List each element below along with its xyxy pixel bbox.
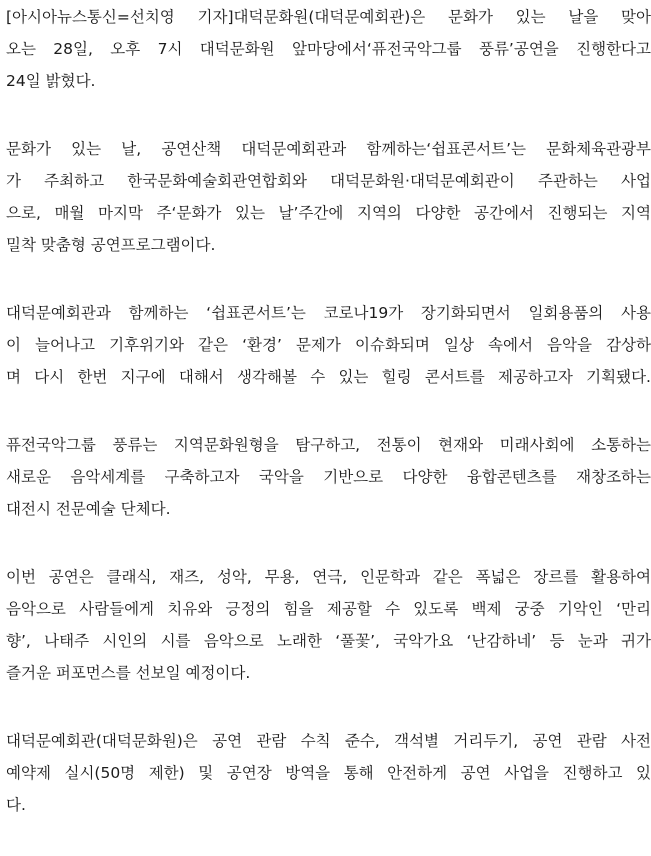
article-paragraph (6, 428, 651, 524)
article-paragraph (6, 132, 651, 260)
paragraph-line: 오는 28일, 오후 7시 대덕문화원 앞마당에서‘퓨전국악그룹 풍류’공연을 진행한다고 (6, 40, 651, 58)
paragraph-line: 새로운 음악세계를 구축하고자 국악을 기반으로 다양한 융합콘텐츠를 재창조하는 (6, 468, 651, 486)
paragraph-line: 24일 밝혔다. (6, 72, 96, 90)
paragraph-line: 밀착 맞춤형 공연프로그램이다. (6, 236, 216, 254)
paragraph-line: 이번 공연은 클래식, 재즈, 성악, 무용, 연극, 인문학과 같은 폭넓은 장르를 활용하여 (6, 568, 651, 586)
paragraph-line: [아시아뉴스통신=선치영 기자]대덕문화원(대덕문예회관)은 문화가 있는 날을 맞아 (6, 8, 651, 26)
paragraph-line: 퓨전국악그룹 풍류는 지역문화원형을 탐구하고, 전통이 현재와 미래사회에 소통하는 (6, 436, 651, 454)
paragraph-line: 향’, 나태주 시인의 시를 음악으로 노래한 ‘풀꽃’, 국악가요 ‘난감하네’ 등 눈과 귀가 (6, 632, 651, 650)
paragraph-line: 가 주최하고 한국문화예술회관연합회와 대덕문화원·대덕문예회관이 주관하는 사업 (6, 172, 651, 190)
paragraph-line: 대덕문예회관(대덕문화원)은 공연 관람 수칙 준수, 객석별 거리두기, 공연 관람 사전 (6, 732, 651, 750)
paragraph-line: 즐거운 퍼포먼스를 선보일 예정이다. (6, 664, 251, 682)
article-paragraph (6, 560, 651, 688)
article-paragraph-lead (6, 0, 651, 96)
paragraph-line: 이 늘어나고 기후위기와 같은 ‘환경’ 문제가 이슈화되며 일상 속에서 음악을 감상하 (6, 336, 651, 354)
paragraph-line: 다. (6, 796, 26, 814)
paragraph-line: 대덕문예회관과 함께하는 ‘쉽표콘서트’는 코로나19가 장기화되면서 일회용품의 사용 (6, 304, 651, 322)
article-paragraph (6, 296, 651, 392)
paragraph-line: 예약제 실시(50명 제한) 및 공연장 방역을 통해 안전하게 공연 사업을 진행하고 있 (6, 764, 651, 782)
paragraph-line: 대전시 전문예술 단체다. (6, 500, 171, 518)
paragraph-line: 음악으로 사람들에게 치유와 긍정의 힘을 제공할 수 있도록 백제 궁중 기악인 ‘만리 (6, 600, 651, 618)
paragraph-line: 으로, 매월 마지막 주‘문화가 있는 날’주간에 지역의 다양한 공간에서 진행되는 지역 (6, 204, 651, 222)
paragraph-line: 문화가 있는 날, 공연산책 대덕문예회관과 함께하는‘쉽표콘서트’는 문화체육관광부 (6, 140, 651, 158)
article-paragraph (6, 724, 651, 820)
news-article-body (6, 0, 651, 856)
paragraph-line: 며 다시 한번 지구에 대해서 생각해볼 수 있는 힐링 콘서트를 제공하고자 기획됐다. (6, 368, 651, 386)
